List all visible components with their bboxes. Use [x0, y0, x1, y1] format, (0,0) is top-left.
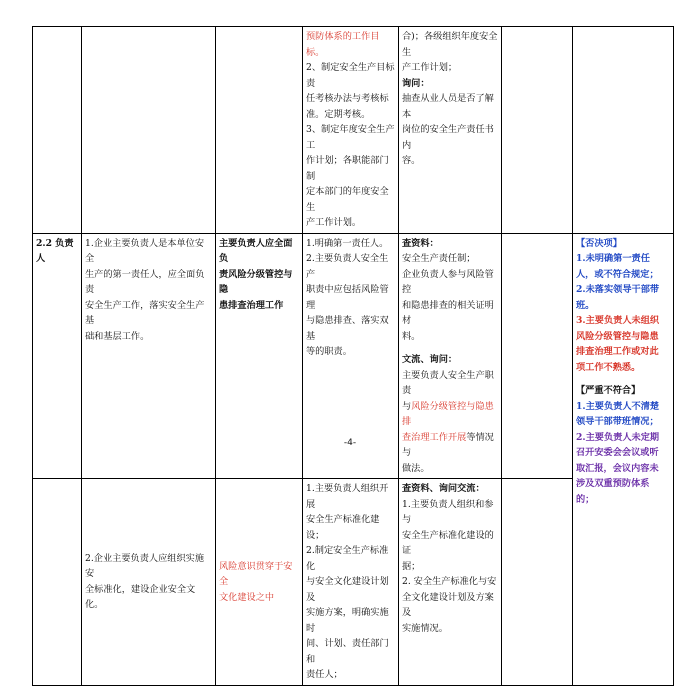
content-text: 2、制定安全生产目标责 任考核办法与考核标 准。定期考核。 3、制定年度安全生产工 作计划；各职能部门制 定本部门的年度安全生 产工作计划。 — [306, 62, 395, 228]
table-row — [33, 27, 674, 234]
content-text: 1.主要负责人组织开展 安全生产标准化建设； 2.制定安全生产标准化 与安全文化建设计划及 实施方案，明确实施时 间、计划、责任部门和 责任人； — [306, 483, 389, 680]
veto-item-2: 2.未落实领导干部带 班。 — [576, 284, 660, 311]
cell-content — [303, 27, 399, 234]
serious-item-2: 2.主要负责人未定期 召开安委会会议或听 取汇报，会议内容未 涉及双重预防体系 的； — [576, 431, 660, 505]
content-text-highlight: 预防体系的工作目标。 — [306, 31, 380, 58]
method-text: 抽查从业人员是否了解本 岗位的安全生产责任书内 容。 — [402, 93, 494, 166]
focus-text-highlight: 风险意识贯穿于安全 文化建设之中 — [219, 560, 293, 603]
page-number: -4- — [343, 438, 357, 448]
cell-focus — [216, 27, 303, 234]
requirement-text: 1.企业主要负责人是本单位安全 生产的第一责任人，应全面负责 安全生产工作，落实安全生产基 础和基层工作。 — [85, 237, 205, 342]
focus-text: 主要负责人应全面负 责风险分级管控与隐 患排查治理工作 — [219, 237, 293, 311]
serious-item-1: 1.主要负责人不清楚 领导干部带班情况； — [576, 400, 660, 427]
content-text: 1.明确第一责任人。 2.主要负责人安全生产 职责中应包括风险管理 与隐患排查、落实双基 等的职责。 — [306, 237, 389, 357]
cell-item — [33, 479, 82, 686]
cell-criteria — [573, 27, 674, 234]
method-text: 安全生产责任制； 企业负责人参与风险管控 和隐患排查的相关证明材 料。 — [402, 253, 494, 342]
cell-requirement — [82, 479, 216, 686]
method-text: 主要负责人安全生产职责 与 — [402, 369, 494, 412]
cell-score — [502, 27, 573, 234]
cell-method — [399, 27, 502, 234]
method-heading-ask: 文流、询问： — [402, 354, 458, 365]
cell-content — [303, 479, 399, 686]
item-number: 2.2 负责 人 — [36, 237, 74, 264]
method-heading-check: 查资料： — [402, 237, 439, 249]
serious-heading: 【严重不符合】 — [576, 385, 641, 396]
veto-item-3: 3.主要负责人未组织 风险分级管控与隐患 排查治理工作或对此 项工作不熟悉。 — [576, 315, 660, 373]
cell-score — [502, 479, 573, 686]
method-heading-ask: 询问： — [402, 77, 430, 89]
method-heading-check: 查资料、询问交流： — [402, 483, 485, 494]
cell-method — [399, 479, 502, 686]
cell-requirement — [82, 27, 216, 234]
veto-heading: 【否决项】 — [576, 237, 622, 249]
method-text: 合)；各级组织年度安全生 产工作计划； — [402, 31, 498, 73]
cell-focus — [216, 479, 303, 686]
assessment-table — [32, 26, 674, 686]
cell-item — [33, 27, 82, 234]
method-text: 1.主要负责人组织和参与 安全生产标准化建设的证 据； 2. 安全生产标准化与安 全文化建设计划及方案及 实施情况。 — [402, 498, 497, 634]
method-text: 等情况与 做法。 — [402, 431, 494, 474]
veto-item-1: 1.未明确第一责任 人，或不符合规定； — [576, 253, 659, 280]
method-text-highlight: 风险分级管控与隐患排 查治理工作开展 — [402, 400, 494, 443]
cell-criteria — [573, 233, 674, 685]
requirement-text: 2.企业主要负责人应组织实施安 全标准化，建设企业安全文化。 — [85, 552, 205, 611]
